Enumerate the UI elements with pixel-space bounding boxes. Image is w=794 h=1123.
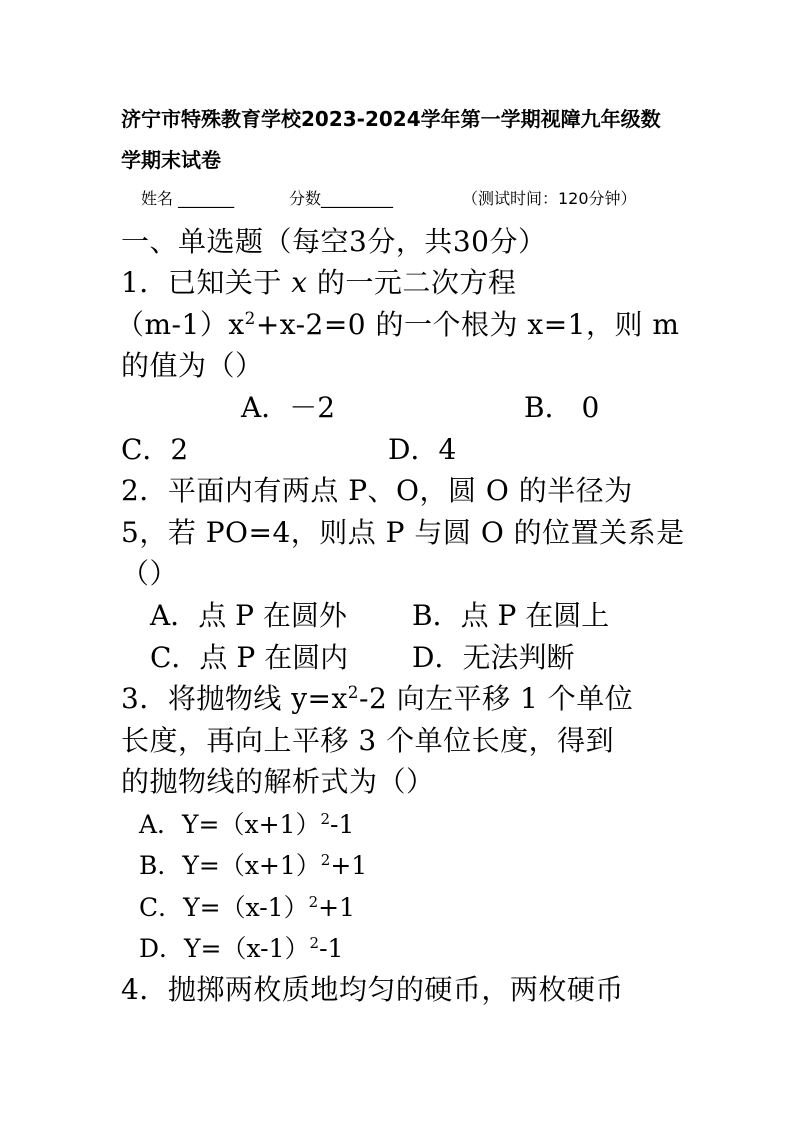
question-1-line1 bbox=[121, 266, 517, 299]
q3-option-a-tail: -1 bbox=[330, 810, 355, 839]
question-1-line2 bbox=[116, 307, 680, 341]
q1-option-a: A．－2 bbox=[241, 391, 336, 424]
q3-option-c-tail: +1 bbox=[318, 893, 355, 922]
q3-option-c-exponent: 2 bbox=[308, 893, 319, 911]
q1-variable-x: x bbox=[291, 266, 308, 299]
exam-title-line1: 济宁市特殊教育学校2023-2024学年第一学期视障九年级数 bbox=[121, 107, 661, 131]
q1-option-c: C．2 bbox=[121, 433, 189, 466]
q1-eq-a: （m-1）x bbox=[116, 308, 245, 341]
q3-option-a-text: A．Y=（x+1） bbox=[139, 810, 321, 839]
section-heading: 一、单选题（每空3分，共30分） bbox=[121, 225, 547, 258]
test-time-note: （测试时间：120分钟） bbox=[462, 189, 637, 208]
q1-eq-b: +x-2=0 的一个根为 x=1，则 m bbox=[255, 308, 680, 341]
q3-option-a bbox=[139, 812, 354, 837]
question-3-line2: 长度，再向上平移 3 个单位长度，得到 bbox=[121, 724, 615, 757]
score-field-label: 分数_________ bbox=[289, 189, 394, 208]
q3-option-d-tail: -1 bbox=[319, 934, 344, 963]
question-4-line1: 4．抛掷两枚质地均匀的硬币，两枚硬币 bbox=[121, 973, 624, 1006]
question-2-line2: 5，若 PO=4，则点 P 与圆 O 的位置关系是 bbox=[121, 516, 685, 549]
question-2-line3: （） bbox=[121, 557, 179, 590]
question-1-line3: 的值为（） bbox=[121, 349, 264, 382]
q3-option-a-exponent: 2 bbox=[320, 810, 331, 828]
q1-option-b: B． 0 bbox=[524, 391, 600, 424]
q3-option-b bbox=[139, 853, 367, 878]
exam-title-line2: 学期末试卷 bbox=[121, 148, 221, 172]
q1-text-b: 的一元二次方程 bbox=[307, 266, 517, 299]
q3-option-b-text: B．Y=（x+1） bbox=[139, 851, 321, 880]
question-3-line1 bbox=[121, 681, 634, 715]
q3-option-d-text: D．Y=（x-1） bbox=[139, 934, 310, 963]
q3-option-c bbox=[139, 895, 355, 920]
q2-option-d: D．无法判断 bbox=[412, 641, 575, 674]
q3-option-b-exponent: 2 bbox=[320, 851, 331, 869]
q1-exponent: 2 bbox=[244, 307, 256, 328]
q1-option-d: D．4 bbox=[388, 433, 457, 466]
q3-option-d-exponent: 2 bbox=[309, 934, 320, 952]
question-2-line1: 2．平面内有两点 P、O，圆 O 的半径为 bbox=[121, 474, 633, 507]
q2-option-c: C．点 P 在圆内 bbox=[150, 641, 349, 674]
q2-option-a: A．点 P 在圆外 bbox=[150, 599, 347, 632]
q2-option-b: B．点 P 在圆上 bbox=[412, 599, 610, 632]
q1-text-a: 1．已知关于 bbox=[121, 266, 292, 299]
q3-option-b-tail: +1 bbox=[330, 851, 368, 880]
q3-option-c-text: C．Y=（x-1） bbox=[139, 893, 309, 922]
question-3-line3: 的抛物线的解析式为（） bbox=[121, 765, 435, 798]
q3-exponent: 2 bbox=[347, 681, 359, 702]
q3-text-a: 3．将抛物线 y=x bbox=[121, 682, 348, 715]
q3-option-d bbox=[139, 936, 343, 961]
name-field-label: 姓名 _______ bbox=[141, 189, 235, 208]
q3-text-b: -2 向左平移 1 个单位 bbox=[358, 682, 634, 715]
